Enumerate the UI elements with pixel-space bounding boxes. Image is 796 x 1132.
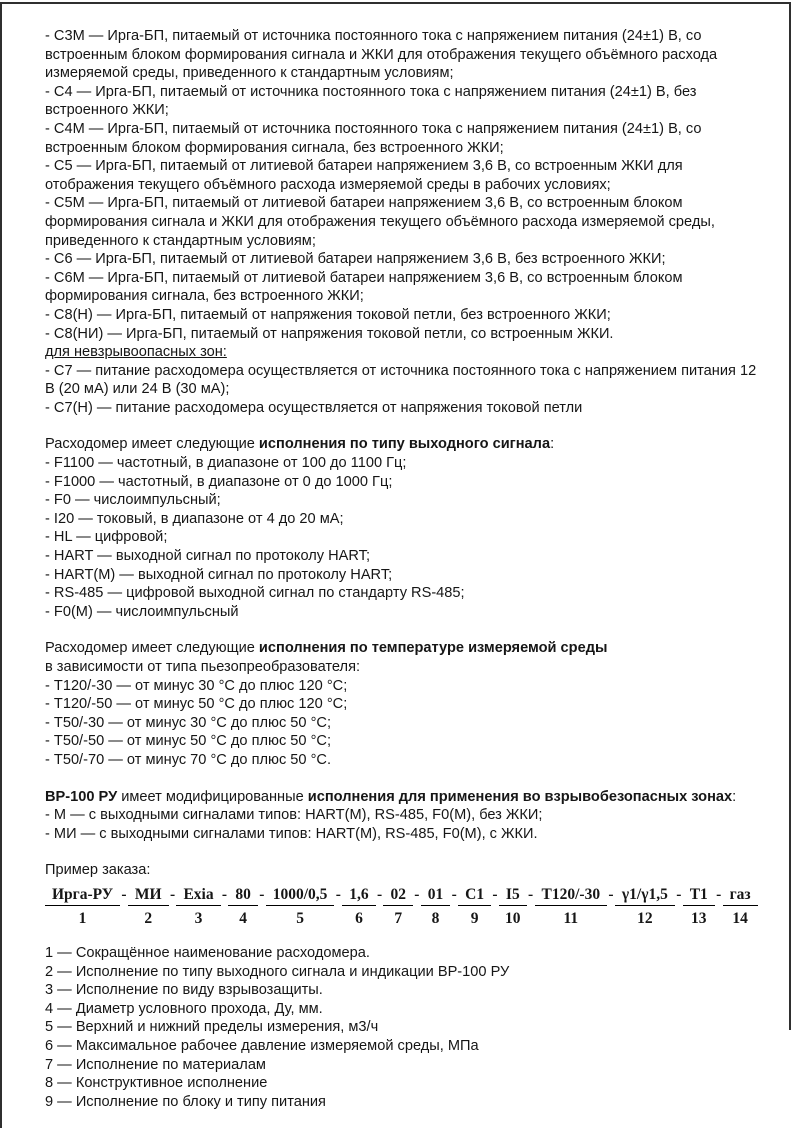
list-item-c7n: - С7(Н) — питание расходомера осуществляется от напряжения токовой петли [45,399,583,416]
order-separator: - [121,885,127,903]
order-segment-value: I5 [499,885,527,906]
order-segment-11 [535,885,608,928]
page-content [45,27,758,1111]
order-separator: - [492,885,498,903]
order-segment-number: 3 [194,909,203,927]
order-segment-number: 2 [144,909,153,927]
list-item-f1100: - F1100 — частотный, в диапазоне от 100 до 1100 Гц; [45,455,407,472]
header-intro: Расходомер имеет следующие [45,640,259,657]
list-item-c4: - С4 — Ирга-БП, питаемый от источника постоянного тока с напряжением питания (24±1) В, без встроенного ЖКИ; [45,83,697,119]
list-item-rs485: - RS-485 — цифровой выходной сигнал по стандарту RS-485; [45,585,465,602]
legend-item-7: 7 — Исполнение по материалам [45,1056,266,1073]
legend-item-1: 1 — Сокращённое наименование расходомера. [45,944,370,961]
order-segment-12 [615,885,675,928]
signal-section-header [45,435,758,454]
list-item-c3m: - С3М — Ирга-БП, питаемый от источника постоянного тока с напряжением питания (24±1) В, со встроенным блоком формирования сигнала и ЖКИ для отображения текущего объёмного расхода измеряемой среды, приведенного к стандартным условиям; [45,28,718,82]
order-segment-value: газ [723,885,758,906]
scan-border-left [0,2,2,1128]
order-segment-value: 1,6 [342,885,375,906]
order-segment-3 [176,885,220,928]
header-colon: : [550,436,555,453]
order-segment-number: 4 [239,909,248,927]
order-segment-number: 7 [394,909,403,927]
order-segment-number: 11 [563,909,579,927]
order-segment-value: С1 [458,885,491,906]
order-segment-7 [383,885,413,928]
order-segment-value: Т120/-30 [535,885,608,906]
order-separator: - [335,885,341,903]
list-item-c8ni: - С8(НИ) — Ирга-БП, питаемый от напряжения токовой петли, со встроенным ЖКИ. [45,325,614,342]
order-segment-value: Exia [176,885,220,906]
order-segment-5 [266,885,335,928]
order-segment-value: 01 [421,885,451,906]
order-separator: - [259,885,265,903]
list-item-hart: - HART — выходной сигнал по протоколу HART; [45,548,371,565]
order-segment-6 [342,885,375,928]
legend-item-9: 9 — Исполнение по блоку и типу питания [45,1093,326,1110]
order-segment-number: 9 [470,909,479,927]
list-item-f0: - F0 — числоимпульсный; [45,492,221,509]
order-example-label: Пример заказа: [45,862,151,879]
order-segment-2 [128,885,169,928]
legend-item-6: 6 — Максимальное рабочее давление измеряемой среды, МПа [45,1037,479,1054]
list-item-c4m: - С4М — Ирга-БП, питаемый от источника постоянного тока с напряжением питания (24±1) В, со встроенным блоком формирования сигнала, без встроенного ЖКИ; [45,120,702,156]
order-separator: - [716,885,722,903]
modified-section-header [45,788,758,807]
order-separator: - [528,885,534,903]
order-separator: - [608,885,614,903]
header-middle: имеет модифицированные [117,788,308,805]
order-segment-number: 5 [296,909,304,927]
order-separator: - [169,885,176,903]
order-segment-10 [499,885,527,928]
order-segment-value: МИ [128,885,169,906]
order-separator: - [221,885,228,903]
header-colon: : [732,788,737,805]
list-item-f1000: - F1000 — частотный, в диапазоне от 0 до 1000 Гц; [45,473,393,490]
legend-item-3: 3 — Исполнение по виду взрывозащиты. [45,982,323,999]
list-item-hl: - HL — цифровой; [45,529,168,546]
legend-item-4: 4 — Диаметр условного прохода, Ду, мм. [45,1000,323,1017]
order-example-section [45,861,758,928]
list-item-c6: - С6 — Ирга-БП, питаемый от литиевой батареи напряжением 3,6 В, без встроенного ЖКИ; [45,251,666,268]
order-segment-14 [723,885,758,928]
order-segment-13 [683,885,715,928]
header-title-bold: исполнения по типу выходного сигнала [258,436,551,453]
order-segment-value: Т1 [683,885,715,906]
order-segment-number: 6 [355,909,363,927]
order-separator: - [376,885,383,903]
legend-item-8: 8 — Конструктивное исполнение [45,1075,268,1092]
list-item-c5: - С5 — Ирга-БП, питаемый от литиевой батареи напряжением 3,6 В, со встроенным ЖКИ для отображения текущего объёмного расхода измеряемой среды в рабочих условиях; [45,158,683,193]
order-segment-value: 1000/0,5 [266,885,335,906]
device-name-bold: ВР-100 РУ [45,788,118,805]
order-segment-number: 14 [732,909,748,927]
power-supply-section [45,27,758,417]
list-item-t50-50: - Т50/-50 — от минус 50 °С до плюс 50 °С; [45,733,332,750]
order-segment-number: 10 [505,909,521,927]
order-segment-value: 80 [228,885,258,906]
list-item-mi: - МИ — с выходными сигналами типов: HART(M), RS-485, F0(M), с ЖКИ. [45,825,538,842]
list-item-m: - М — с выходными сигналами типов: HART(M), RS-485, F0(M), без ЖКИ; [45,807,543,824]
list-item-t50-70: - Т50/-70 — от минус 70 °С до плюс 50 °С. [45,751,332,768]
list-item-f0m: - F0(M) — числоимпульсный [45,603,239,620]
order-segment-number: 8 [431,909,440,927]
order-legend [45,944,758,1111]
list-item-hart-m: - HART(M) — выходной сигнал по протоколу HART; [45,566,393,583]
order-segment-4 [228,885,258,928]
order-segment-value: γ1/γ1,5 [615,885,675,906]
scan-border-right [789,2,791,1030]
signal-section [45,435,758,621]
list-item-t50-30: - Т50/-30 — от минус 30 °С до плюс 50 °С; [45,714,332,731]
legend-item-5: 5 — Верхний и нижний пределы измерения, м3/ч [45,1019,379,1036]
header-subtitle: в зависимости от типа пьезопреобразователя: [45,659,361,675]
header-title-bold: исполнения для применения во взрывобезопасных зонах [307,788,733,805]
list-item-t120-30: - Т120/-30 — от минус 30 °С до плюс 120 °С; [45,677,348,694]
list-item-c5m: - С5М — Ирга-БП, питаемый от литиевой батареи напряжением 3,6 В, со встроенным блоком формирования сигнала и ЖКИ для отображения текущего объёмного расхода измеряемой среды, приведенного к стандартным условиям; [45,195,715,249]
order-separator: - [676,885,682,903]
order-segment-number: 1 [78,909,87,927]
order-segment-number: 13 [690,909,707,927]
temperature-section-header [45,639,758,676]
list-item-c8n: - С8(Н) — Ирга-БП, питаемый от напряжения токовой петли, без встроенного ЖКИ; [45,306,611,323]
list-item-i20: - I20 — токовый, в диапазоне от 4 до 20 мА; [45,510,344,527]
legend-item-2: 2 — Исполнение по типу выходного сигнала и индикации ВР-100 РУ [45,963,510,980]
list-item-c7: - С7 — питание расходомера осуществляется от источника постоянного тока с напряжением питания 12 В (20 мА) или 24 В (30 мА); [45,362,757,398]
header-title-bold: исполнения по температуре измеряемой среды [258,640,608,657]
header-intro: Расходомер имеет следующие [45,436,259,453]
list-item-c6m: - С6М — Ирга-БП, питаемый от литиевой батареи напряжением 3,6 В, со встроенным блоком формирования сигнала, без встроенного ЖКИ; [45,269,683,305]
order-segment-9 [458,885,491,928]
order-segment-1 [45,885,120,928]
order-segment-value: Ирга-РУ [45,885,120,906]
order-segment-number: 12 [637,909,653,927]
order-code-row [45,885,758,928]
order-segment-8 [421,885,451,928]
order-separator: - [451,885,457,903]
order-separator: - [414,885,420,903]
modified-executions-section [45,788,758,844]
temperature-section [45,639,758,769]
scan-border-top [0,2,791,4]
order-segment-value: 02 [383,885,413,906]
list-item-t120-50: - Т120/-50 — от минус 50 °С до плюс 120 °С; [45,696,348,713]
non-hazard-zones-heading: для невзрывоопасных зон: [45,344,227,361]
